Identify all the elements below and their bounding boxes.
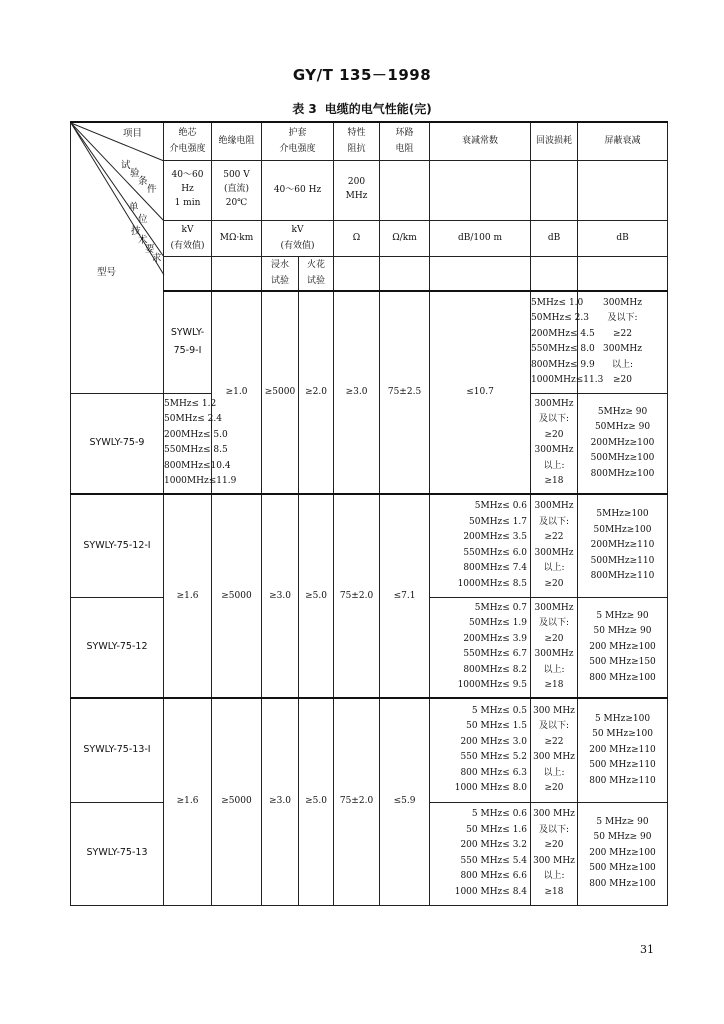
unit-char-impedance: Ω bbox=[334, 220, 380, 256]
return-loss-cell-line: 及以下: bbox=[538, 414, 570, 425]
water-test-value: ≥3.0 bbox=[262, 494, 299, 698]
return-loss-cell-line: 及以下: bbox=[538, 618, 570, 629]
attenuation-cell-line: 1000MHz≤ 8.5 bbox=[457, 578, 528, 589]
sub-attenuation-empty bbox=[430, 256, 531, 291]
attenuation-cell bbox=[430, 802, 531, 905]
screening-cell bbox=[578, 393, 668, 494]
spark-test-value: ≥5.0 bbox=[299, 494, 334, 698]
screening-cell-line: 800 MHz≥100 bbox=[589, 878, 656, 889]
screening-cell-line: 50 MHz≥100 bbox=[592, 729, 653, 739]
attenuation-cell bbox=[430, 597, 531, 698]
return-loss-cell-line: ≥20 bbox=[613, 375, 633, 386]
screening-cell-line: 500 MHz≥150 bbox=[589, 657, 656, 667]
attenuation-cell-line: 50MHz≤ 1.9 bbox=[469, 618, 528, 629]
return-loss-cell bbox=[531, 698, 578, 802]
insulation-resistance-value: ≥5000 bbox=[262, 291, 299, 494]
attenuation-cell-line: 50 MHz≤ 1.5 bbox=[466, 721, 528, 732]
return-loss-cell-line: 及以下: bbox=[538, 516, 570, 527]
unit-insulation-core: kV (有效值) bbox=[164, 220, 212, 256]
unit-screening: dB bbox=[578, 220, 668, 256]
model-cell: SYWLY-75-13 bbox=[71, 802, 164, 905]
attenuation-cell-line: 800MHz≤ 8.2 bbox=[463, 664, 528, 675]
diagonal-condition-char-1: 试 bbox=[121, 160, 131, 171]
screening-cell-line: 500MHz≥100 bbox=[590, 453, 655, 463]
attenuation-cell-line: 800MHz≤ 9.9 bbox=[531, 359, 595, 370]
return-loss-cell-line: 及以下: bbox=[538, 824, 570, 835]
diagonal-req-char-2: 术 bbox=[138, 235, 148, 246]
screening-cell-line: 200MHz≥100 bbox=[590, 437, 655, 448]
screening-cell-line: 500 MHz≥110 bbox=[589, 760, 656, 770]
diagonal-unit-char-1: 单 bbox=[129, 202, 139, 213]
spark-test-value: ≥3.0 bbox=[334, 291, 380, 494]
attenuation-cell-line: 5 MHz≤ 0.6 bbox=[471, 809, 528, 819]
return-loss-cell-line: ≥22 bbox=[613, 328, 633, 339]
screening-cell-line: 800MHz≥100 bbox=[590, 468, 655, 479]
sub-water-test: 浸水 试验 bbox=[262, 256, 299, 291]
attenuation-cell-line: 550 MHz≤ 5.2 bbox=[460, 752, 528, 763]
screening-cell bbox=[578, 698, 668, 802]
attenuation-cell-line: 5MHz≤ 0.7 bbox=[474, 602, 528, 613]
model-cell: SYWLY-75-12 bbox=[71, 597, 164, 698]
cond-loop-empty bbox=[380, 160, 430, 220]
return-loss-cell-line: 300MHz bbox=[534, 398, 574, 409]
attenuation-cell-line: 1000MHz≤11.3 bbox=[531, 375, 604, 386]
screening-cell-line: 50 MHz≥ 90 bbox=[593, 626, 652, 636]
col-return-loss: 回波损耗 bbox=[531, 122, 578, 160]
sub-spark-test: 火花 试验 bbox=[299, 256, 334, 291]
unit-return-loss: dB bbox=[531, 220, 578, 256]
attenuation-cell-line: 200MHz≤ 5.0 bbox=[164, 429, 228, 440]
screening-cell-line: 5MHz≥ 90 bbox=[597, 406, 648, 417]
diagonal-lines bbox=[71, 123, 164, 292]
cond-sheath: 40～60 Hz bbox=[262, 160, 334, 220]
screening-cell-line: 500MHz≥110 bbox=[590, 555, 655, 566]
attenuation-cell-line: 200MHz≤ 4.5 bbox=[531, 328, 595, 339]
col-insulation-resistance: 绝缘电阻 bbox=[212, 122, 262, 160]
insulation-resistance-value: ≥5000 bbox=[212, 494, 262, 698]
attenuation-cell-line: 550MHz≤ 6.0 bbox=[463, 547, 528, 558]
return-loss-cell-line: ≥22 bbox=[544, 532, 564, 543]
loop-resistance-value: ≤5.9 bbox=[380, 698, 430, 905]
screening-cell bbox=[578, 802, 668, 905]
sub-ins-res-empty bbox=[212, 256, 262, 291]
sub-loop-empty bbox=[380, 256, 430, 291]
attenuation-cell-line: 50MHz≤ 2.3 bbox=[531, 313, 589, 324]
attenuation-cell-line: 1000MHz≤11.9 bbox=[164, 476, 237, 487]
attenuation-cell-line: 1000 MHz≤ 8.4 bbox=[454, 886, 528, 897]
model-cell: SYWLY-75-9 bbox=[71, 393, 164, 494]
table-caption bbox=[0, 100, 724, 117]
return-loss-cell-line: 300MHz bbox=[534, 602, 574, 613]
attenuation-cell-line: 50 MHz≤ 1.6 bbox=[466, 824, 528, 835]
unit-loop-resistance: Ω/km bbox=[380, 220, 430, 256]
unit-sheath: kV (有效值) bbox=[262, 220, 334, 256]
diagonal-condition-char-4: 件 bbox=[147, 184, 157, 195]
screening-cell-line: 800MHz≥110 bbox=[590, 571, 655, 581]
return-loss-cell-line: ≥20 bbox=[544, 783, 564, 794]
attenuation-cell-line: 800MHz≤10.4 bbox=[164, 460, 231, 471]
diagonal-req-char-1: 技 bbox=[131, 226, 141, 237]
water-test-value: ≥3.0 bbox=[262, 698, 299, 905]
return-loss-cell-line: 以上: bbox=[543, 460, 565, 471]
col-sheath: 护套 介电强度 bbox=[262, 122, 334, 160]
cond-insulation-core: 40～60 Hz 1 min bbox=[164, 160, 212, 220]
screening-cell-line: 50MHz≥ 90 bbox=[594, 422, 651, 432]
return-loss-cell-line: 300MHz bbox=[534, 649, 574, 660]
return-loss-cell-line: 以上: bbox=[543, 664, 565, 675]
sub-screening-empty bbox=[578, 256, 668, 291]
attenuation-cell-line: 50MHz≤ 2.4 bbox=[164, 414, 222, 425]
attenuation-cell-line: 1000 MHz≤ 8.0 bbox=[454, 783, 528, 794]
screening-cell-line: 5 MHz≥ 90 bbox=[596, 610, 649, 621]
cond-insulation-resistance: 500 V (直流) 20℃ bbox=[212, 160, 262, 220]
model-cell: SYWLY-75-9-Ⅰ bbox=[164, 291, 212, 393]
cond-attenuation-empty bbox=[430, 160, 531, 220]
insulation-resistance-value: ≥5000 bbox=[212, 698, 262, 905]
return-loss-cell-line: ≥18 bbox=[544, 680, 564, 691]
return-loss-cell-line: 300MHz bbox=[534, 445, 574, 456]
return-loss-cell-line: 及以下: bbox=[607, 313, 638, 324]
screening-cell-line: 500 MHz≥100 bbox=[589, 863, 656, 874]
attenuation-cell-line: 550MHz≤ 6.7 bbox=[463, 649, 528, 660]
attenuation-cell bbox=[531, 291, 604, 393]
return-loss-cell bbox=[531, 494, 578, 597]
screening-cell bbox=[578, 597, 668, 698]
standard-code-header: GY/T 135－1998 bbox=[292, 66, 432, 84]
screening-cell-line: 5MHz≥100 bbox=[596, 509, 649, 519]
return-loss-cell-line: ≥18 bbox=[544, 476, 564, 487]
loop-resistance-value: ≤10.7 bbox=[430, 291, 531, 494]
screening-cell bbox=[578, 494, 668, 597]
screening-cell-line: 5 MHz≥ 90 bbox=[596, 816, 649, 827]
return-loss-cell-line: 300MHz bbox=[603, 297, 642, 308]
return-loss-cell-line: 300MHz bbox=[534, 547, 574, 558]
sub-impedance-empty bbox=[334, 256, 380, 291]
return-loss-cell bbox=[531, 393, 578, 494]
diagonal-model-label: 型号 bbox=[97, 267, 117, 278]
cond-char-impedance: 200 MHz bbox=[334, 160, 380, 220]
return-loss-cell-line: 300MHz bbox=[534, 501, 574, 512]
return-loss-cell-line: ≥18 bbox=[544, 886, 564, 897]
return-loss-cell-line: 以上: bbox=[543, 767, 565, 778]
table-title: 电缆的电气性能(完) bbox=[324, 102, 432, 116]
return-loss-cell bbox=[531, 802, 578, 905]
attenuation-cell-line: 800 MHz≤ 6.3 bbox=[460, 767, 528, 778]
unit-insulation-resistance: MΩ·km bbox=[212, 220, 262, 256]
return-loss-cell-line: ≥20 bbox=[544, 633, 564, 644]
return-loss-cell bbox=[531, 597, 578, 698]
attenuation-cell-line: 5MHz≤ 0.6 bbox=[474, 501, 528, 512]
return-loss-cell-line: 300 MHz bbox=[533, 809, 575, 819]
insulation-core-value: ≥1.6 bbox=[164, 494, 212, 698]
impedance-value: 75±2.0 bbox=[334, 698, 380, 905]
diagonal-condition-char-3: 条 bbox=[138, 176, 148, 187]
diagonal-req-char-4: 求 bbox=[152, 253, 162, 264]
attenuation-cell-line: 5 MHz≤ 0.5 bbox=[471, 705, 528, 716]
attenuation-cell-line: 1000MHz≤ 9.5 bbox=[457, 680, 528, 691]
col-loop-resistance: 环路 电阻 bbox=[380, 122, 430, 160]
attenuation-cell bbox=[164, 393, 237, 494]
return-loss-cell-line: ≥20 bbox=[544, 429, 564, 440]
screening-cell-line: 200 MHz≥100 bbox=[589, 641, 656, 652]
attenuation-cell-line: 5MHz≤ 1.0 bbox=[531, 297, 584, 308]
attenuation-cell-line: 800MHz≤ 7.4 bbox=[463, 563, 528, 574]
diagonal-req-char-3: 要 bbox=[145, 244, 155, 255]
return-loss-cell-line: 以上: bbox=[611, 359, 634, 370]
return-loss-cell-line: 以上: bbox=[543, 563, 565, 574]
screening-cell-line: 800 MHz≥110 bbox=[589, 775, 656, 786]
spark-test-value: ≥5.0 bbox=[299, 698, 334, 905]
attenuation-cell-line: 550 MHz≤ 5.4 bbox=[460, 855, 528, 866]
attenuation-cell-line: 200 MHz≤ 3.2 bbox=[460, 840, 528, 850]
diagonal-condition-char-2: 验 bbox=[130, 168, 140, 179]
screening-cell-line: 200 MHz≥100 bbox=[589, 847, 656, 858]
attenuation-cell-line: 200MHz≤ 3.5 bbox=[463, 532, 528, 543]
electrical-performance-table bbox=[70, 121, 668, 906]
sub-return-loss-empty bbox=[531, 256, 578, 291]
screening-cell-line: 50MHz≥100 bbox=[593, 524, 652, 535]
model-cell: SYWLY-75-12-Ⅰ bbox=[71, 494, 164, 597]
attenuation-cell-line: 5MHz≤ 1.2 bbox=[164, 398, 217, 409]
diagonal-item-label: 项目 bbox=[123, 128, 143, 139]
attenuation-cell-line: 550MHz≤ 8.0 bbox=[531, 344, 595, 355]
col-attenuation: 衰减常数 bbox=[430, 122, 531, 160]
return-loss-cell-line: 以上: bbox=[543, 871, 565, 881]
screening-cell-line: 50 MHz≥ 90 bbox=[593, 832, 652, 843]
return-loss-cell-line: ≥22 bbox=[544, 736, 564, 747]
attenuation-cell-line: 800 MHz≤ 6.6 bbox=[460, 871, 528, 881]
insulation-core-value: ≥1.0 bbox=[212, 291, 262, 494]
page-number: 31 bbox=[640, 943, 654, 956]
return-loss-cell-line: 300 MHz bbox=[533, 705, 575, 716]
screening-cell-line: 200MHz≥110 bbox=[590, 540, 655, 550]
impedance-value: 75±2.0 bbox=[334, 494, 380, 698]
attenuation-cell-line: 200MHz≤ 3.9 bbox=[463, 633, 528, 644]
cond-screening-empty bbox=[578, 160, 668, 220]
return-loss-cell-line: ≥20 bbox=[544, 578, 564, 589]
attenuation-cell bbox=[430, 698, 531, 802]
diagonal-header-cell bbox=[71, 122, 164, 393]
model-cell: SYWLY-75-13-Ⅰ bbox=[71, 698, 164, 802]
return-loss-cell-line: 300MHz bbox=[603, 344, 642, 355]
attenuation-cell-line: 550MHz≤ 8.5 bbox=[164, 445, 228, 456]
attenuation-cell bbox=[430, 494, 531, 597]
col-screening: 屏蔽衰减 bbox=[578, 122, 668, 160]
screening-cell-line: 5 MHz≥100 bbox=[594, 713, 651, 724]
col-insulation-core: 绝芯 介电强度 bbox=[164, 122, 212, 160]
return-loss-cell-line: 300 MHz bbox=[533, 752, 575, 763]
sub-core-empty bbox=[164, 256, 212, 291]
unit-attenuation: dB/100 m bbox=[430, 220, 531, 256]
impedance-value: 75±2.5 bbox=[380, 291, 430, 494]
col-char-impedance: 特性 阻抗 bbox=[334, 122, 380, 160]
table-number: 表 3 bbox=[292, 102, 317, 116]
water-test-value: ≥2.0 bbox=[299, 291, 334, 494]
return-loss-cell-line: ≥20 bbox=[544, 840, 564, 850]
attenuation-cell-line: 200 MHz≤ 3.0 bbox=[460, 736, 528, 747]
attenuation-cell-line: 50MHz≤ 1.7 bbox=[469, 516, 528, 527]
loop-resistance-value: ≤7.1 bbox=[380, 494, 430, 698]
return-loss-cell-line: 300 MHz bbox=[533, 855, 575, 866]
return-loss-cell-line: 及以下: bbox=[538, 721, 570, 732]
diagonal-unit-char-2: 位 bbox=[138, 214, 148, 225]
cond-return-loss-empty bbox=[531, 160, 578, 220]
screening-cell-line: 200 MHz≥110 bbox=[589, 744, 656, 755]
insulation-core-value: ≥1.6 bbox=[164, 698, 212, 905]
screening-cell-line: 800 MHz≥100 bbox=[589, 672, 656, 683]
